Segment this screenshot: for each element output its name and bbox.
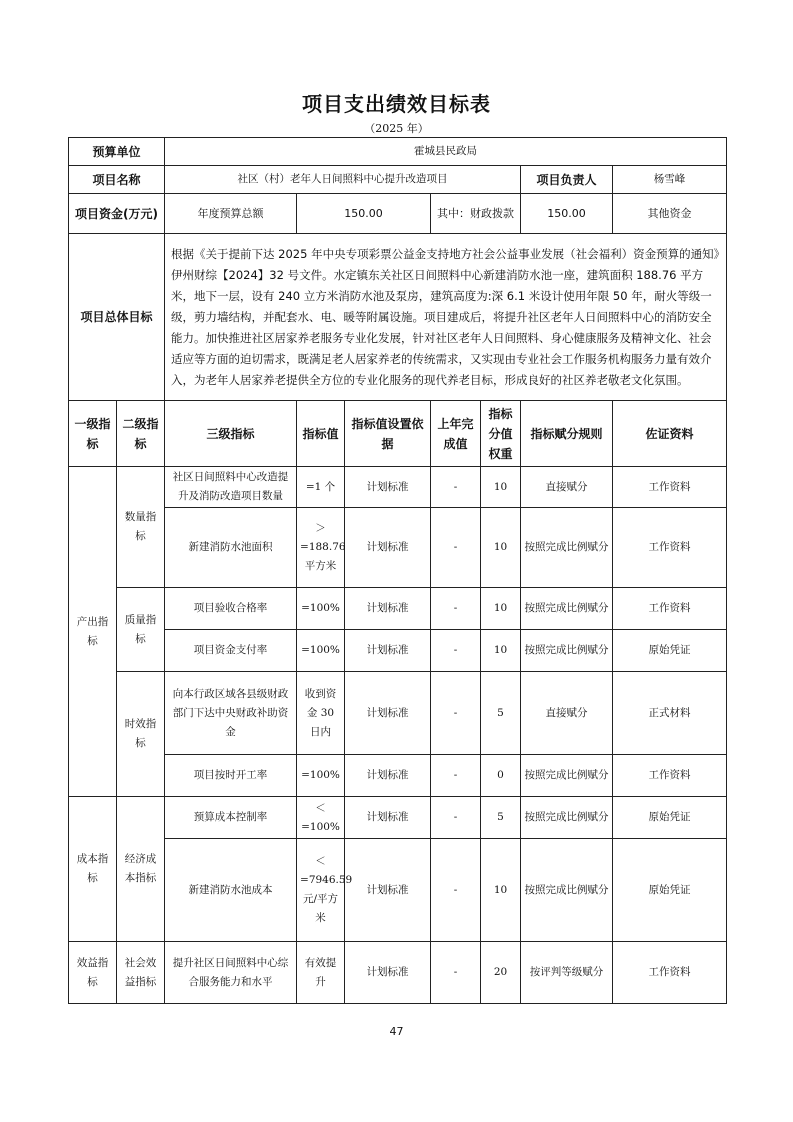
table-row-basis: 计划标准 [345,467,431,508]
header-weight: 指标分值权重 [481,401,521,467]
table-row-basis: 计划标准 [345,672,431,755]
table-row-basis: 计划标准 [345,797,431,839]
table-row-proof: 原始凭证 [613,630,727,672]
table-row-rule: 按照完成比例赋分 [521,839,613,942]
table-row-proof: 工作资料 [613,755,727,797]
table-row-prev: - [431,672,481,755]
table-row-proof: 工作资料 [613,508,727,588]
header-basis: 指标值设置依据 [345,401,431,467]
table-row-basis: 计划标准 [345,588,431,630]
level2-quantity: 数量指标 [117,467,165,588]
table-row-l3: 提升社区日间照料中心综合服务能力和水平 [165,942,297,1004]
project-name-value: 社区（村）老年人日间照料中心提升改造项目 [165,166,521,194]
level1-output: 产出指标 [69,467,117,797]
level1-benefit: 效益指标 [69,942,117,1004]
table-row-l3: 预算成本控制率 [165,797,297,839]
table-row-weight: 0 [481,755,521,797]
level1-cost: 成本指标 [69,797,117,942]
table-row-l3: 社区日间照料中心改造提升及消防改造项目数量 [165,467,297,508]
table-row-weight: 10 [481,508,521,588]
level2-social: 社会效益指标 [117,942,165,1004]
annual-budget-value: 150.00 [297,194,431,234]
header-proof: 佐证资料 [613,401,727,467]
table-row-weight: 10 [481,839,521,942]
table-row-value: ＞=188.76 平方米 [297,508,345,588]
table-row-prev: - [431,630,481,672]
header-level2: 二级指标 [117,401,165,467]
table-row-rule: 按照完成比例赋分 [521,797,613,839]
table-row-value: 有效提升 [297,942,345,1004]
unit-value: 霍城县民政局 [165,138,727,166]
header-value: 指标值 [297,401,345,467]
table-row-value: ＜=7946.59 元/平方米 [297,839,345,942]
performance-table [68,137,727,1004]
table-row-rule: 按照完成比例赋分 [521,755,613,797]
table-row-value: =100% [297,630,345,672]
table-row-prev: - [431,942,481,1004]
table-row-rule: 按照完成比例赋分 [521,588,613,630]
table-row-rule: 直接赋分 [521,467,613,508]
table-row-prev: - [431,508,481,588]
other-funds-label: 其他资金 [613,194,727,234]
table-row-weight: 20 [481,942,521,1004]
table-row-rule: 按评判等级赋分 [521,942,613,1004]
table-row-prev: - [431,839,481,942]
table-row-basis: 计划标准 [345,508,431,588]
leader-label: 项目负责人 [521,166,613,194]
table-row-value: =100% [297,588,345,630]
table-row-value: ＜=100% [297,797,345,839]
goal-text: 根据《关于提前下达 2025 年中央专项彩票公益金支持地方社会公益事业发展（社会福利）资金预算的通知》伊州财综【2024】32 号文件。水定镇东关社区日间照料中心新建消防水池一座，建筑面积 188.76 平方米，地下一层，设有 240 立方米消防水池及泵房，建筑高度为:深 6.1 米设计使用年限 50 年，耐火等级一级，剪力墙结构，并配套水、电、暖等附属设施。项目建成后，将提升社区老年人日间照料中心的消防安全能力。加快推进社区居家养老服务专业化发展，针对社区老年人日间照料、身心健康服务及精神文化、社会适应等方面的迫切需求，既满足老人居家养老的传统需求，又实现由专业社会工作服务机构服务力量有效介入，为老年人居家养老提供全方位的专业化服务的现代养老目标，形成良好的社区养老敬老文化氛围。 [165,234,727,401]
table-row-value: 收到资金 30 日内 [297,672,345,755]
fiscal-label: 其中：财政拨款 [431,194,521,234]
page-title: 项目支出绩效目标表 [302,92,491,116]
table-row-rule: 直接赋分 [521,672,613,755]
table-row-value: =1 个 [297,467,345,508]
table-row-weight: 10 [481,467,521,508]
table-row-basis: 计划标准 [345,755,431,797]
header-level3: 三级指标 [165,401,297,467]
funds-label: 项目资金(万元) [69,194,165,234]
level2-economic: 经济成本指标 [117,797,165,942]
table-row-proof: 工作资料 [613,942,727,1004]
table-row-proof: 原始凭证 [613,839,727,942]
table-row-l3: 项目资金支付率 [165,630,297,672]
fiscal-value: 150.00 [521,194,613,234]
page-number: 47 [389,1025,404,1038]
header-prev: 上年完成值 [431,401,481,467]
table-row-rule: 按照完成比例赋分 [521,508,613,588]
table-row-prev: - [431,467,481,508]
table-row-basis: 计划标准 [345,942,431,1004]
leader-value: 杨雪峰 [613,166,727,194]
table-row-value: =100% [297,755,345,797]
table-row-proof: 工作资料 [613,588,727,630]
level2-quality: 质量指标 [117,588,165,672]
table-row-basis: 计划标准 [345,839,431,942]
table-row-prev: - [431,755,481,797]
unit-label: 预算单位 [69,138,165,166]
table-row-weight: 5 [481,672,521,755]
table-row-basis: 计划标准 [345,630,431,672]
table-row-rule: 按照完成比例赋分 [521,630,613,672]
header-rule: 指标赋分规则 [521,401,613,467]
level2-time: 时效指标 [117,672,165,797]
table-row-prev: - [431,588,481,630]
table-row-prev: - [431,797,481,839]
table-row-l3: 新建消防水池面积 [165,508,297,588]
header-level1: 一级指标 [69,401,117,467]
annual-budget-label: 年度预算总额 [165,194,297,234]
table-row-l3: 项目验收合格率 [165,588,297,630]
table-row-proof: 正式材料 [613,672,727,755]
project-name-label: 项目名称 [69,166,165,194]
table-row-proof: 工作资料 [613,467,727,508]
table-row-proof: 原始凭证 [613,797,727,839]
table-row-l3: 项目按时开工率 [165,755,297,797]
table-row-weight: 10 [481,630,521,672]
goal-label: 项目总体目标 [69,234,165,401]
table-row-l3: 向本行政区域各县级财政部门下达中央财政补助资金 [165,672,297,755]
year-label: （2025 年） [364,122,429,135]
table-row-l3: 新建消防水池成本 [165,839,297,942]
table-row-weight: 5 [481,797,521,839]
table-row-weight: 10 [481,588,521,630]
